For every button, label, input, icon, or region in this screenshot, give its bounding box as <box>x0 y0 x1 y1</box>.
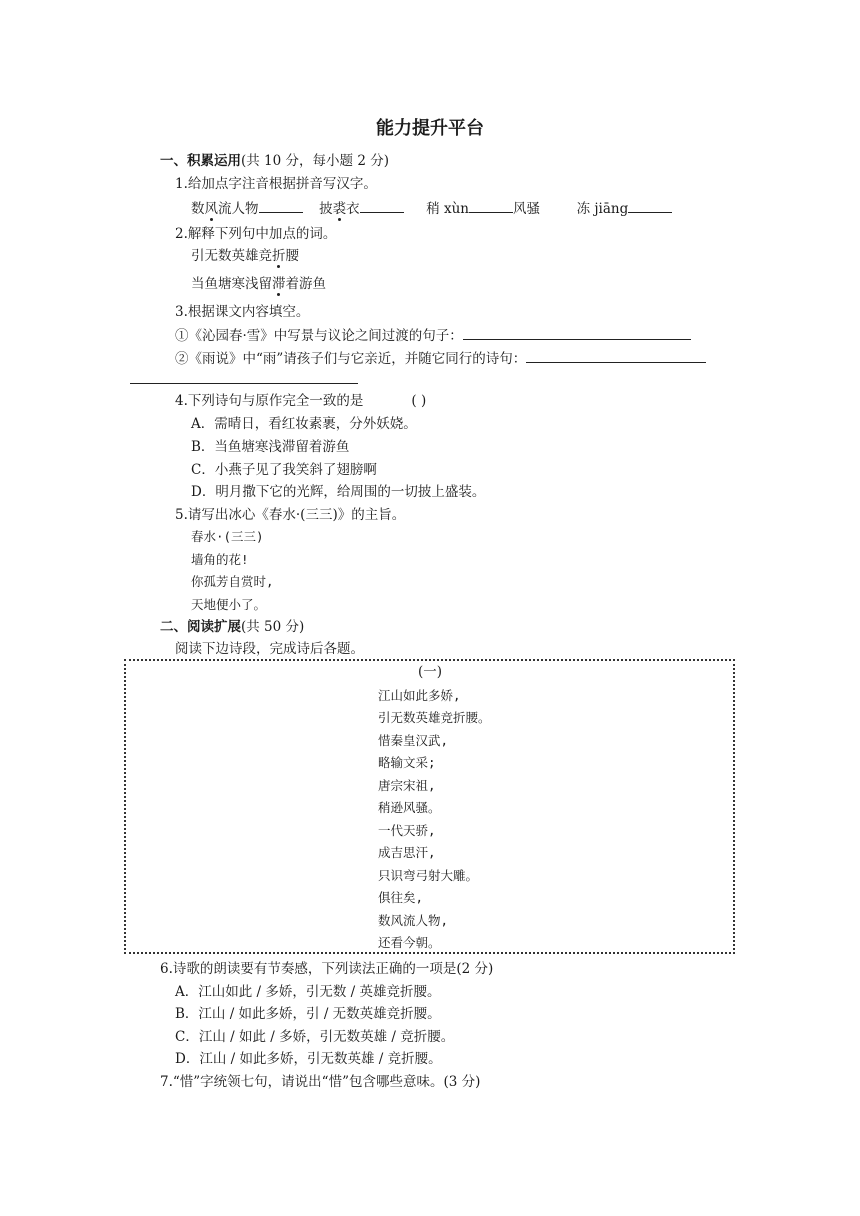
q1-item4-blank[interactable] <box>628 198 672 213</box>
q3-item2-text: ②《雨说》中“雨”请孩子们与它亲近，并随它同行的诗句： <box>175 351 527 367</box>
q1-item3-post: 风骚 <box>512 201 540 217</box>
poem-line: 俱往矣, <box>378 890 424 905</box>
q1-item1 <box>191 201 303 217</box>
section1-heading: 一、积累运用 <box>160 153 241 169</box>
q1-item2-blank[interactable] <box>360 198 404 213</box>
q1-item1-post: 流人物 <box>218 201 259 217</box>
q5-poem-line: 墙角的花! <box>191 552 249 567</box>
poem-line: 唐宗宋祖, <box>378 778 436 793</box>
q2-line2 <box>191 274 326 294</box>
q1-item2 <box>319 201 404 217</box>
section2-score: (共 50 分) <box>241 619 305 635</box>
q1-item2-post: 衣 <box>346 201 360 217</box>
q3-item2-blank[interactable] <box>526 348 706 363</box>
q4-option-a: A．需晴日，看红妆素裹，分外妖娆。 <box>191 416 417 432</box>
q4-stem <box>175 391 426 411</box>
section2-intro: 阅读下边诗段，完成诗后各题。 <box>175 641 364 657</box>
q3-item1-blank[interactable] <box>463 325 691 340</box>
q4-option-d: D．明月撒下它的光辉，给周围的一切披上盛装。 <box>191 484 486 500</box>
poem-line: 还看今朝。 <box>378 935 441 950</box>
section1-header <box>160 151 389 171</box>
q4-option-c: C．小燕子见了我笑斜了翅膀啊 <box>191 462 377 478</box>
q2-line2-pre: 当鱼塘寒浅留 <box>191 276 272 292</box>
poem-line: 引无数英雄竞折腰。 <box>378 710 491 725</box>
q4-stem-text: 4.下列诗句与原作完全一致的是 <box>175 393 364 409</box>
poem-line: 数风流人物, <box>378 913 449 928</box>
poem-label: (一) <box>417 664 443 680</box>
q5-poem-line: 春水·(三三) <box>191 529 264 544</box>
q6-option-a: A．江山如此 / 多娇，引无数 / 英雄竞折腰。 <box>175 984 441 1000</box>
q2-line1 <box>191 246 299 266</box>
q1-item4 <box>577 201 673 217</box>
q1-items <box>191 198 672 219</box>
q3-item2-blank-2[interactable] <box>130 369 358 384</box>
q6-option-d: D．江山 / 如此多娇，引无数英雄 / 竞折腰。 <box>175 1051 442 1067</box>
q4-answer-paren: ( ) <box>411 393 427 409</box>
page-title: 能力提升平台 <box>376 118 484 139</box>
poem-line: 只识弯弓射大雕。 <box>378 868 479 883</box>
q1-item3-pre: 稍 xùn <box>426 201 469 217</box>
q1-item3 <box>426 201 540 217</box>
q1-item1-dotted: 风 <box>204 201 218 217</box>
q5-poem-line: 天地便小了。 <box>191 597 267 612</box>
q2-stem: 2.解释下列句中加点的词。 <box>175 226 337 242</box>
q2-line2-post: 着游鱼 <box>285 276 326 292</box>
q3-stem: 3.根据课文内容填空。 <box>175 304 310 320</box>
q1-item1-pre: 数 <box>191 201 205 217</box>
q6-option-c: C．江山 / 如此 / 多娇，引无数英雄 / 竞折腰。 <box>175 1029 455 1045</box>
section1-score: (共 10 分，每小题 2 分) <box>241 153 389 169</box>
q3-item1-text: ①《沁园春·雪》中写景与议论之间过渡的句子： <box>175 328 463 344</box>
q2-line1-pre: 引无数英雄竞 <box>191 248 272 264</box>
poem-line: 略输文采; <box>378 755 436 770</box>
q1-item1-blank[interactable] <box>259 198 303 213</box>
section2-heading: 二、阅读扩展 <box>160 619 241 635</box>
q1-item3-blank[interactable] <box>469 198 513 213</box>
q5-poem-line: 你孤芳自赏时, <box>191 574 274 589</box>
q2-line1-post: 腰 <box>285 248 299 264</box>
poem-line: 一代天骄, <box>378 823 436 838</box>
q1-item2-dotted: 裘 <box>332 201 347 217</box>
q1-stem: 1.给加点字注音根据拼音写汉字。 <box>175 176 377 192</box>
q6-stem: 6.诗歌的朗读要有节奏感，下列读法正确的一项是(2 分) <box>160 961 494 977</box>
q1-item4-pre: 冻 jiāng <box>576 201 629 217</box>
q3-item2 <box>175 348 706 369</box>
q5-stem: 5.请写出冰心《春水·(三三)》的主旨。 <box>175 507 406 523</box>
q7-stem: 7.“惜”字统领七句，请说出“惜”包含哪些意味。(3 分) <box>160 1074 481 1090</box>
poem-line: 江山如此多娇, <box>378 688 461 703</box>
poem-line: 惜秦皇汉武, <box>378 733 449 748</box>
q4-option-b: B．当鱼塘寒浅滞留着游鱼 <box>191 439 350 455</box>
q1-item2-pre: 披 <box>319 201 333 217</box>
q3-item1 <box>175 325 691 346</box>
q2-line1-dotted: 折 <box>272 248 286 264</box>
q3-item2-continuation <box>130 369 358 390</box>
poem-line: 成吉思汗, <box>378 845 436 860</box>
q6-option-b: B．江山 / 如此多娇，引 / 无数英雄竞折腰。 <box>175 1006 441 1022</box>
poem-line: 稍逊风骚。 <box>378 800 441 815</box>
q2-line2-dotted: 滞 <box>272 276 286 292</box>
section2-header <box>160 617 304 637</box>
